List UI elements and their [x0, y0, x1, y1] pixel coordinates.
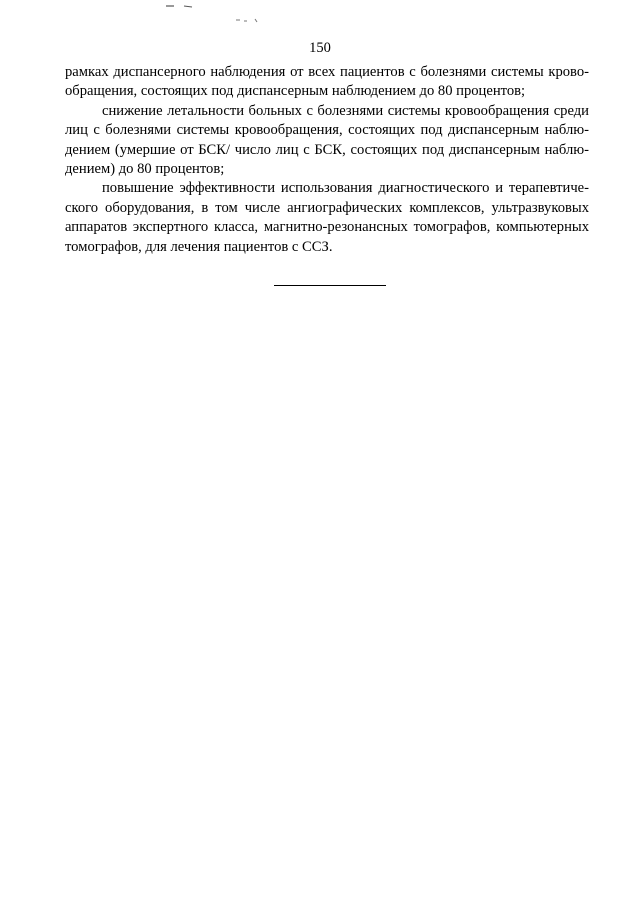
- paragraph-line: дением) до 80 процентов;: [65, 161, 225, 178]
- paragraph-2: [65, 102, 589, 180]
- paragraph-1: [65, 63, 589, 102]
- paragraph-line: аппаратов экспертного класса, магнитно-резонансных томографов, компьютерных: [65, 219, 589, 236]
- paragraph-line: дением (умершие от БСК/ число лиц с БСК, состоящих под диспансерным наблю-: [65, 141, 589, 158]
- end-of-section-rule: [274, 285, 386, 286]
- paragraph-line: лиц с болезнями системы кровообращения, состоящих под диспансерным наблю-: [65, 122, 589, 139]
- document-body: [65, 63, 589, 257]
- paragraph-line: обращения, состоящих под диспансерным наблюдением до 80 процентов;: [65, 83, 526, 100]
- paragraph-line: томографов, для лечения пациентов с ССЗ.: [65, 238, 333, 255]
- scan-artifact-marks: [0, 0, 640, 30]
- paragraph-line: повышение эффективности использования диагностического и терапевтиче-: [102, 180, 589, 197]
- paragraph-3: [65, 179, 589, 257]
- paragraph-line: ского оборудования, в том числе ангиографических комплексов, ультразвуковых: [65, 199, 589, 216]
- paragraph-line: рамках диспансерного наблюдения от всех пациентов с болезнями системы крово-: [65, 64, 589, 80]
- paragraph-line: снижение летальности больных с болезнями системы кровообращения среди: [102, 102, 589, 119]
- page-number: 150: [309, 40, 331, 56]
